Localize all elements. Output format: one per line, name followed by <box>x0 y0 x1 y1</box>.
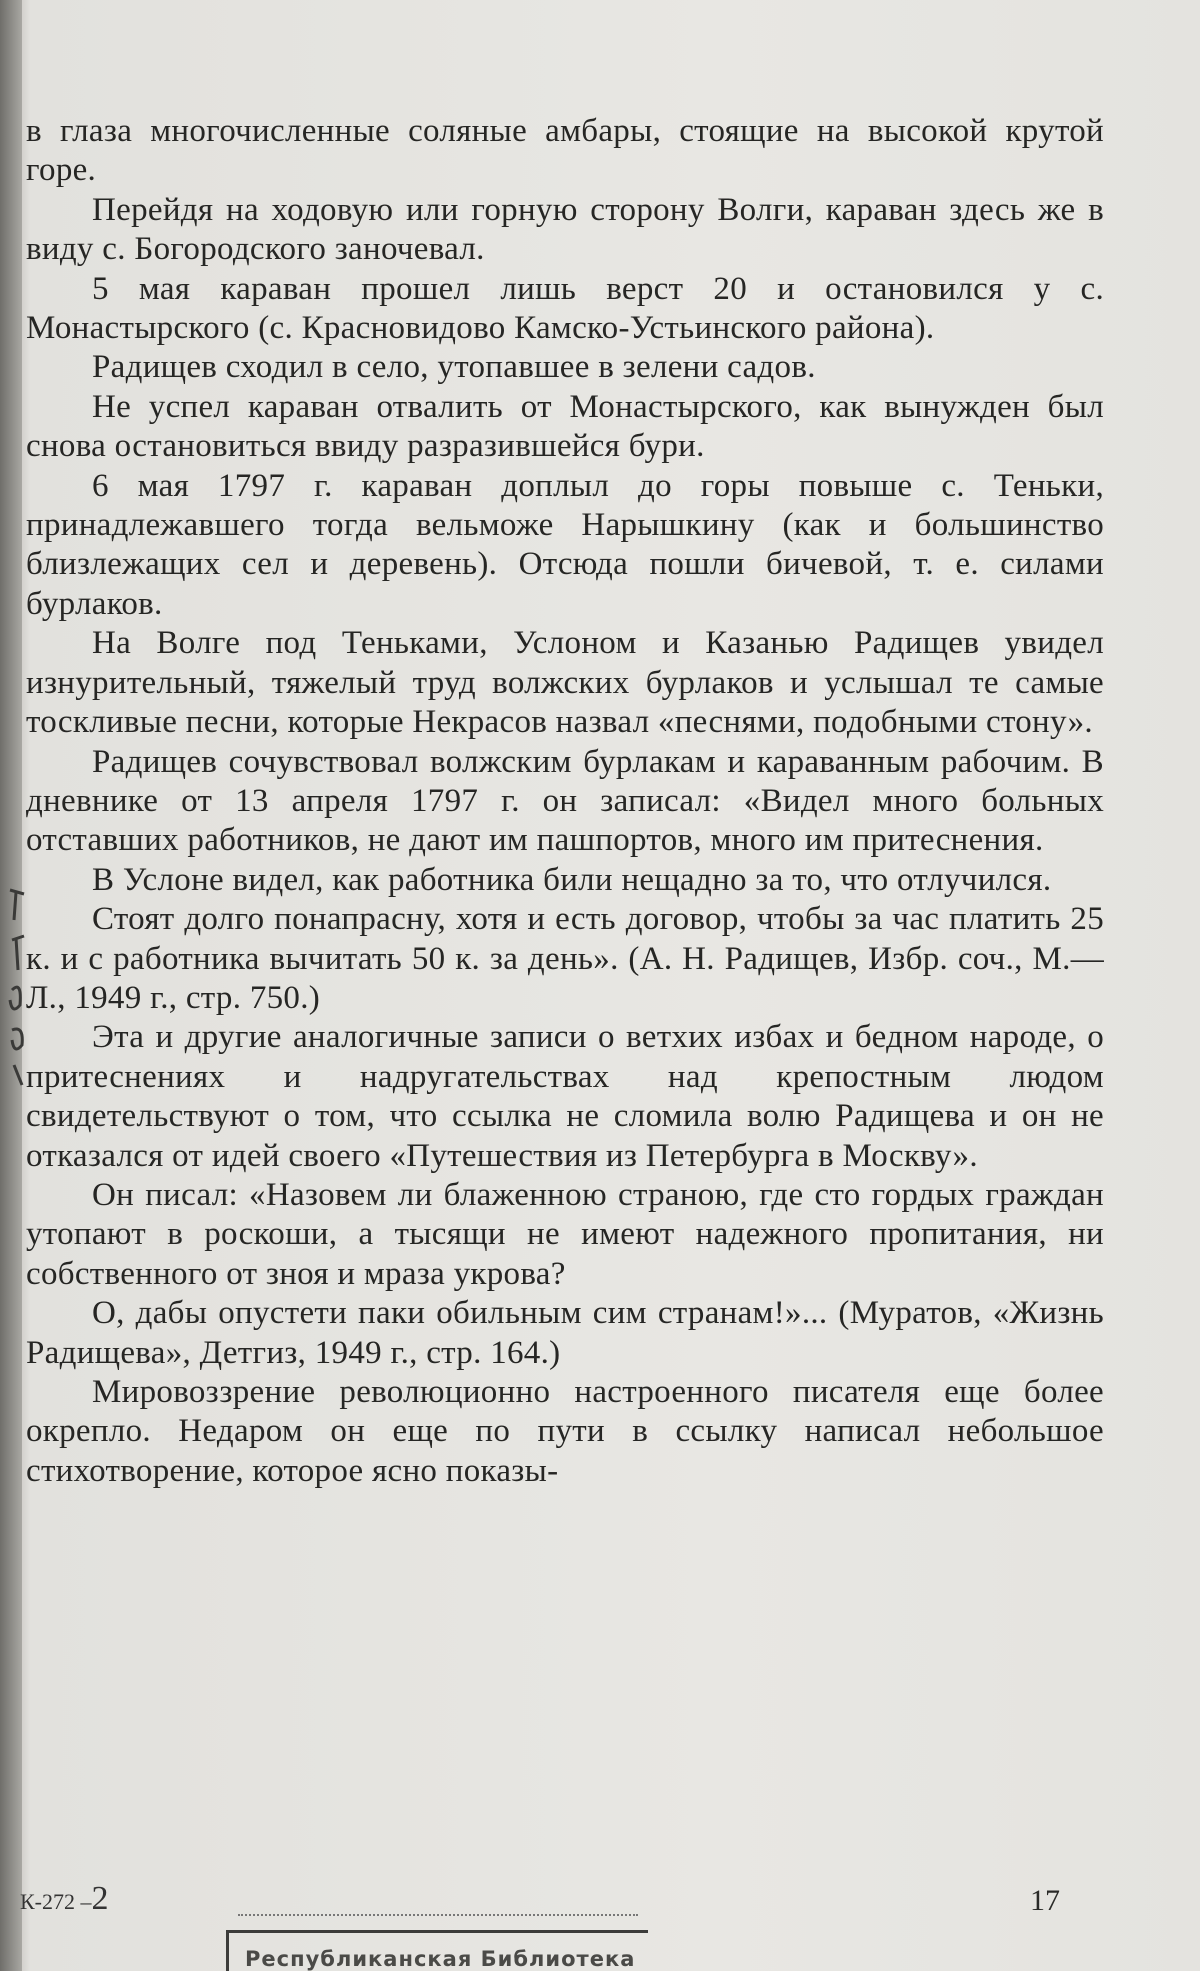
body-text <box>26 112 1104 1491</box>
library-stamp <box>226 1930 648 1971</box>
paragraph: 5 мая караван прошел лишь верст 20 и остановился у с. Монастырского (с. Красновидово Камско-Устьинского района). <box>26 270 1104 347</box>
paragraph: в глаза многочисленные соляные амбары, стоящие на высокой крутой горе. <box>26 113 1104 189</box>
paragraph: Он писал: «Назовем ли блаженною страною, где сто гордых граждан утопают в роскоши, а тысящи не имеют надежного пропитания, ни собственного от зноя и мраза укрова? <box>26 1176 1104 1292</box>
paragraph: На Волге под Теньками, Услоном и Казанью Радищев увидел изнурительный, тяжелый труд волжских бурлаков и услышал те самые тоскливые песни, которые Некрасов назвал «песнями, подобными стону». <box>26 625 1104 741</box>
paragraph: Стоят долго понапрасну, хотя и есть договор, чтобы за час платить 25 к. и с работника вычитать 50 к. за день». (А. Н. Радищев, Избр. соч., М.—Л., 1949 г., стр. 750.) <box>26 901 1104 1016</box>
paragraph: 6 мая 1797 г. караван доплыл до горы повыше с. Теньки, принадлежавшего тогда вельможе Нарышкину (как и большинство близлежащих сел и деревень). Отсюда пошли бичевой, т. е. силами бурлаков. <box>26 467 1104 622</box>
page-number: 17 <box>1030 1884 1060 1917</box>
print-code-number: 2 <box>91 1880 109 1917</box>
paragraph: Радищев сходил в село, утопавшее в зелени садов. <box>92 349 816 386</box>
library-stamp-text: Республиканская Библиотека <box>245 1947 636 1971</box>
paragraph: Не успел караван отвалить от Монастырского, как вынужден был снова остановиться ввиду разразившейся бури. <box>26 388 1104 465</box>
print-code-prefix: К-272 – <box>20 1889 92 1914</box>
paragraph: Радищев сочувствовал волжским бурлакам и караванным рабочим. В дневнике от 13 апреля 1797 г. он записал: «Видел много больных отставших работников, не дают им пашпортов, много им притеснения. <box>26 743 1104 859</box>
paragraph: Эта и другие аналогичные записи о ветхих избах и бедном народе, о притеснениях и надругательствах над крепостным людом свидетельствуют о том, что ссылка не сломила волю Радищева и он не отказался от идей своего «Путешествия из Петербурга в Москву». <box>26 1019 1104 1174</box>
paragraph: Мировоззрение революционно настроенного писателя еще более окрепло. Недаром он еще по пути в ссылку написал небольшое стихотворение, которое ясно показы- <box>26 1374 1104 1489</box>
paragraph: Перейдя на ходовую или горную сторону Волги, караван здесь же в виду с. Богородского заночевал. <box>26 191 1104 268</box>
print-signature-code <box>20 1880 109 1918</box>
footer-dotted-line <box>238 1914 638 1916</box>
paragraph: О, дабы опустети паки обильным сим странам!»... (Муратов, «Жизнь Радищева», Детгиз, 1949 г., стр. 164.) <box>26 1295 1104 1371</box>
paragraph: В Услоне видел, как работника били нещадно за то, что отлучился. <box>92 861 1052 898</box>
